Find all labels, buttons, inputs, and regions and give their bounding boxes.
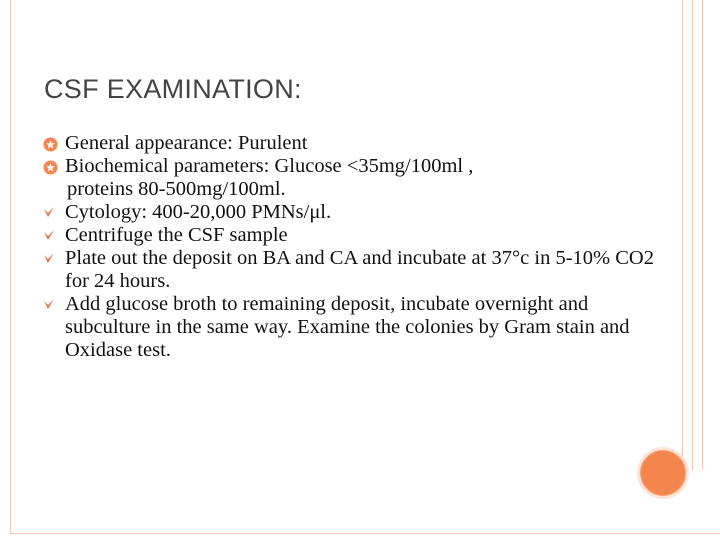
checkmark-bullet-icon	[42, 293, 60, 316]
checkmark-bullet-icon	[42, 224, 60, 247]
checkmark-bullet-icon	[42, 201, 60, 224]
bullet-item	[42, 247, 662, 293]
bullet-item	[42, 224, 662, 247]
bullet-text: Add glucose broth to remaining deposit, incubate overnight and subculture in the same way. Examine the colonies by Gram stain and Oxidase test.	[65, 293, 630, 361]
bullet-text: Cytology: 400-20,000 PMNs/μl.	[65, 201, 332, 223]
bullet-item	[42, 201, 662, 224]
bullet-text: Plate out the deposit on BA and CA and incubate at 37°c in 5-10% CO2 for 24 hours.	[65, 247, 654, 292]
orange-star-bullet-icon	[42, 155, 60, 178]
checkmark-bullet-icon	[42, 247, 60, 270]
decorative-line	[682, 0, 683, 470]
slide-title: CSF EXAMINATION:	[44, 74, 302, 104]
decorative-circle	[640, 450, 686, 496]
bullet-item	[42, 293, 662, 362]
bullet-text: Biochemical parameters: Glucose <35mg/100ml ,	[65, 155, 474, 177]
bullet-text: General appearance: Purulent	[65, 132, 308, 154]
decorative-line	[692, 0, 693, 470]
orange-star-bullet-icon	[42, 132, 60, 155]
decorative-line	[702, 0, 703, 470]
bullet-text: Centrifuge the CSF sample	[65, 224, 288, 246]
bullet-list	[42, 132, 662, 362]
bullet-text-continued: proteins 80-500mg/100ml.	[67, 178, 286, 200]
bullet-item	[42, 155, 662, 201]
bullet-item	[42, 132, 662, 155]
